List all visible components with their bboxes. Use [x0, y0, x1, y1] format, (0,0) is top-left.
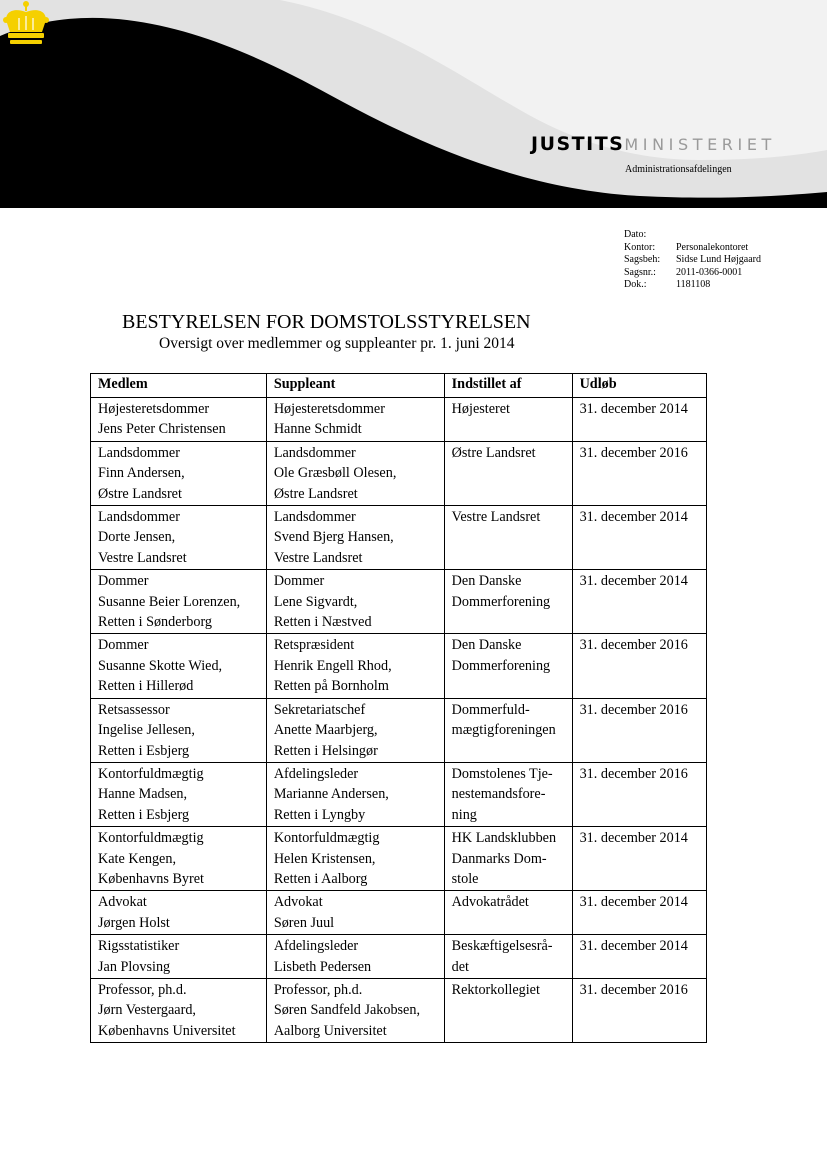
cell-line: Retten i Esbjerg: [98, 742, 190, 759]
cell-line: Rektorkollegiet: [451, 981, 540, 998]
meta-value: 1181108: [676, 279, 711, 291]
cell-line: Kate Kengen,: [98, 850, 176, 867]
header-medlem: Medlem: [91, 374, 267, 398]
cell-line: Advokat: [98, 894, 147, 911]
cell-line: Retten i Næstved: [273, 614, 372, 631]
cell-line: Retten i Sønderborg: [98, 614, 213, 631]
cell-line: HK Landsklubben: [451, 830, 557, 847]
cell-line: Dorte Jensen,: [98, 529, 176, 546]
nominated-by-cell: [444, 827, 572, 891]
table-row: [91, 570, 707, 634]
meta-label: Dato:: [624, 229, 647, 240]
cell-line: Susanne Beier Lorenzen,: [98, 593, 241, 610]
cell-line: Dommer: [98, 573, 149, 590]
header-udlob: Udløb: [572, 374, 706, 398]
cell-line: Østre Landsret: [451, 444, 536, 461]
nominated-by-cell: [444, 698, 572, 762]
expiry-cell: 31. december 2016: [572, 441, 706, 505]
cell-line: Professor, ph.d.: [273, 981, 363, 998]
expiry-cell: 31. december 2014: [572, 506, 706, 570]
substitute-cell: [266, 935, 444, 979]
cell-line: Dommerfuld-: [451, 701, 530, 718]
cell-line: Jørgen Holst: [98, 914, 170, 931]
meta-row: [624, 254, 761, 267]
header-suppleant: Suppleant: [266, 374, 444, 398]
table-row: [91, 978, 707, 1042]
cell-line: Aalborg Universitet: [273, 1022, 387, 1039]
cell-line: det: [451, 958, 469, 975]
expiry-cell: 31. december 2014: [572, 570, 706, 634]
nominated-by-cell: [444, 935, 572, 979]
letterhead-wave: [0, 0, 827, 210]
table-row: [91, 891, 707, 935]
cell-line: Retten i Hillerød: [98, 678, 194, 695]
substitute-cell: [266, 827, 444, 891]
expiry-cell: 31. december 2016: [572, 634, 706, 698]
member-cell: [91, 570, 267, 634]
cell-line: Helen Kristensen,: [273, 850, 376, 867]
substitute-cell: [266, 978, 444, 1042]
expiry-cell: 31. december 2014: [572, 935, 706, 979]
nominated-by-cell: [444, 634, 572, 698]
cell-line: Kontorfuldmægtig: [98, 830, 204, 847]
cell-line: Ole Græsbøll Olesen,: [273, 465, 397, 482]
cell-line: stole: [451, 870, 479, 887]
member-cell: [91, 827, 267, 891]
table-row: [91, 506, 707, 570]
cell-line: Rigsstatistiker: [98, 938, 180, 955]
cell-line: Dommerforening: [451, 593, 551, 610]
cell-line: Jørn Vestergaard,: [98, 1002, 196, 1019]
cell-line: Højesteret: [451, 401, 510, 417]
substitute-cell: [266, 698, 444, 762]
substitute-cell: [266, 762, 444, 826]
member-cell: [91, 441, 267, 505]
nominated-by-cell: [444, 570, 572, 634]
cell-line: Vestre Landsret: [98, 549, 187, 566]
cell-line: Vestre Landsret: [273, 549, 363, 566]
cell-line: Danmarks Dom-: [451, 850, 547, 867]
substitute-cell: [266, 570, 444, 634]
cell-line: Advokatrådet: [451, 894, 529, 911]
page-subtitle: Oversigt over medlemmer og suppleanter pr. 1. juni 2014: [159, 335, 515, 352]
header-indstillet-af: Indstillet af: [444, 374, 572, 398]
meta-row: [624, 242, 761, 255]
cell-line: Lisbeth Pedersen: [273, 958, 372, 975]
meta-value: Sidse Lund Højgaard: [676, 254, 761, 266]
cell-line: Retspræsident: [273, 637, 355, 654]
cell-line: Marianne Andersen,: [273, 786, 389, 803]
cell-line: Afdelingsleder: [273, 765, 359, 782]
expiry-cell: 31. december 2014: [572, 827, 706, 891]
member-cell: [91, 978, 267, 1042]
expiry-cell: 31. december 2016: [572, 762, 706, 826]
cell-line: Afdelingsleder: [273, 938, 359, 955]
cell-line: Retsassessor: [98, 701, 170, 718]
expiry-cell: 31. december 2016: [572, 698, 706, 762]
cell-line: Domstolenes Tje-: [451, 765, 553, 782]
cell-line: Københavns Byret: [98, 870, 204, 887]
cell-line: Ingelise Jellesen,: [98, 722, 195, 739]
cell-line: Kontorfuldmægtig: [273, 830, 380, 847]
cell-line: Advokat: [273, 894, 323, 911]
cell-line: Retten i Lyngby: [273, 806, 366, 823]
cell-line: Retten på Bornholm: [273, 678, 389, 695]
expiry-cell: 31. december 2014: [572, 398, 706, 442]
meta-value: 2011-0366-0001: [676, 266, 743, 278]
member-cell: [91, 634, 267, 698]
table-row: [91, 762, 707, 826]
member-cell: [91, 935, 267, 979]
substitute-cell: [266, 441, 444, 505]
cell-line: Beskæftigelsesrå-: [451, 938, 553, 955]
cell-line: Vestre Landsret: [451, 509, 541, 526]
cell-line: Højesteretsdommer: [273, 401, 385, 417]
cell-line: Jens Peter Christensen: [98, 421, 226, 438]
cell-line: Lene Sigvardt,: [273, 593, 358, 610]
cell-line: Landsdommer: [273, 509, 356, 526]
cell-line: nestemandsfore-: [451, 786, 546, 803]
meta-row: [624, 229, 761, 242]
cell-line: ning: [451, 806, 477, 823]
cell-line: Dommerforening: [451, 657, 551, 674]
meta-label: Sagsbeh:: [624, 254, 661, 266]
cell-line: Søren Juul: [273, 914, 335, 931]
cell-line: Retten i Helsingør: [273, 742, 378, 759]
table-header-row: [91, 374, 707, 398]
member-cell: [91, 698, 267, 762]
meta-row: [624, 267, 761, 280]
nominated-by-cell: [444, 891, 572, 935]
table-row: [91, 935, 707, 979]
substitute-cell: [266, 891, 444, 935]
table-row: [91, 441, 707, 505]
cell-line: Henrik Engell Rhod,: [273, 657, 392, 674]
substitute-cell: [266, 634, 444, 698]
document-meta: [624, 229, 761, 292]
member-cell: [91, 398, 267, 442]
cell-line: Hanne Schmidt: [273, 421, 362, 438]
substitute-cell: [266, 506, 444, 570]
cell-line: Sekretariatschef: [273, 701, 366, 718]
cell-line: Den Danske: [451, 637, 522, 654]
cell-line: Jan Plovsing: [98, 958, 171, 975]
nominated-by-cell: [444, 762, 572, 826]
nominated-by-cell: [444, 978, 572, 1042]
table-row: [91, 634, 707, 698]
letterhead: [0, 0, 827, 210]
cell-line: mægtigforeningen: [451, 722, 556, 739]
nominated-by-cell: [444, 398, 572, 442]
cell-line: Københavns Universitet: [98, 1022, 236, 1039]
cell-line: Østre Landsret: [273, 485, 358, 502]
cell-line: Landsdommer: [273, 444, 356, 461]
cell-line: Svend Bjerg Hansen,: [273, 529, 394, 546]
cell-line: Landsdommer: [98, 444, 180, 461]
board-members-table: [90, 373, 707, 1043]
nominated-by-cell: [444, 506, 572, 570]
meta-label: Kontor:: [624, 241, 656, 253]
member-cell: [91, 891, 267, 935]
cell-line: Hanne Madsen,: [98, 786, 188, 803]
crown-logo-icon: [0, 0, 52, 46]
nominated-by-cell: [444, 441, 572, 505]
meta-label: Dok.:: [624, 279, 647, 291]
cell-line: Dommer: [98, 637, 149, 654]
table-row: [91, 398, 707, 442]
cell-line: Søren Sandfeld Jakobsen,: [273, 1002, 420, 1019]
meta-row: [624, 279, 761, 292]
cell-line: Professor, ph.d.: [98, 981, 187, 998]
cell-line: Susanne Skotte Wied,: [98, 657, 223, 674]
cell-line: Finn Andersen,: [98, 465, 185, 482]
cell-line: Retten i Esbjerg: [98, 806, 190, 823]
cell-line: Den Danske: [451, 573, 522, 590]
page-title: BESTYRELSEN FOR DOMSTOLSSTYRELSEN: [122, 311, 531, 333]
cell-line: Højesteretsdommer: [98, 401, 210, 417]
department-name: Administrationsafdelingen: [625, 164, 732, 175]
ministry-logo: JUSTITSMINISTERIET: [531, 133, 776, 155]
meta-value: Personalekontoret: [676, 241, 749, 253]
member-cell: [91, 762, 267, 826]
member-cell: [91, 506, 267, 570]
table-row: [91, 698, 707, 762]
cell-line: Anette Maarbjerg,: [273, 722, 378, 739]
meta-label: Sagsnr.:: [624, 266, 656, 278]
cell-line: Kontorfuldmægtig: [98, 765, 204, 782]
table-row: [91, 827, 707, 891]
cell-line: Dommer: [273, 573, 325, 590]
cell-line: Landsdommer: [98, 509, 180, 526]
cell-line: Østre Landsret: [98, 485, 182, 502]
expiry-cell: 31. december 2014: [572, 891, 706, 935]
substitute-cell: [266, 398, 444, 442]
expiry-cell: 31. december 2016: [572, 978, 706, 1042]
cell-line: Retten i Aalborg: [273, 870, 368, 887]
